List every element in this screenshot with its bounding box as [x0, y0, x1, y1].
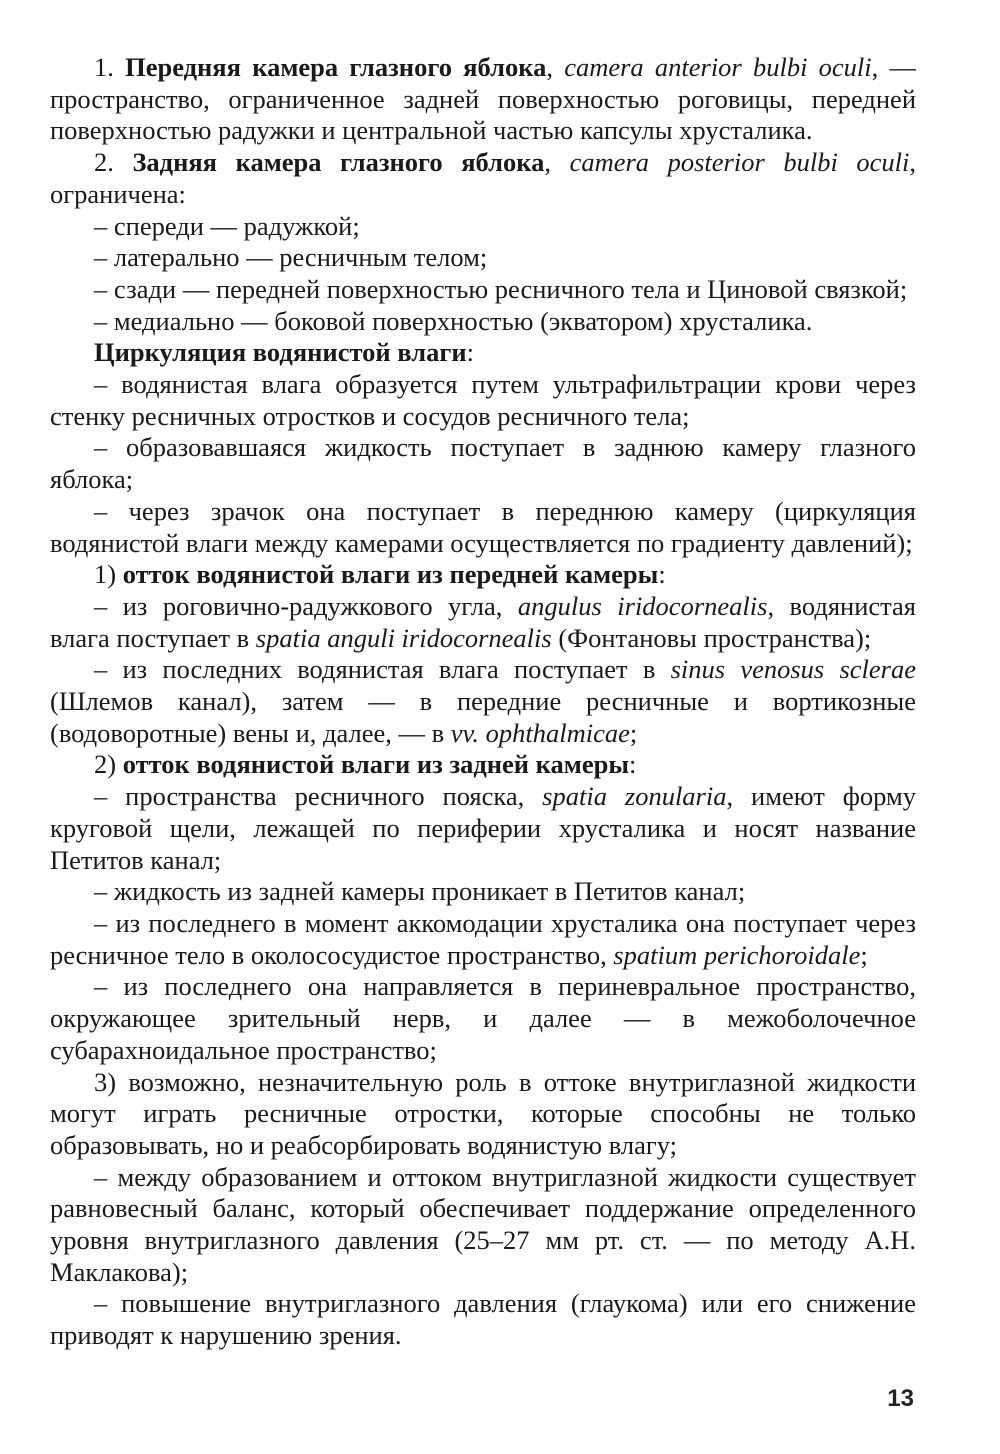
- latin-term: spatia anguli iridocornealis: [255, 622, 552, 653]
- list-item: [50, 908, 916, 971]
- latin-term: camera anterior bulbi oculi: [564, 52, 872, 82]
- list-item: – медиально — боковой поверхностью (экватором) хрусталика.: [94, 305, 813, 336]
- separator: :: [658, 559, 666, 590]
- item-number: 2.: [94, 147, 114, 178]
- paragraph-text: , водянистая влага поступает в: [50, 590, 916, 653]
- term-heading: Передняя камера глазного яблока: [125, 52, 547, 82]
- term-heading: Циркуляция водянистой влаги: [94, 337, 467, 368]
- section-heading-anterior-outflow: [50, 559, 916, 591]
- term-heading: отток водянистой влаги из передней камеры: [122, 559, 659, 590]
- latin-term: camera posterior bulbi oculi: [569, 147, 910, 178]
- paragraph-text: ;: [629, 717, 638, 748]
- item-number: 2): [94, 749, 117, 780]
- paragraph-text: – из роговично-радужкового угла,: [94, 590, 518, 621]
- list-item: – повышение внутриглазного давления (глаукома) или его снижение приводят к нарушению зрения.: [50, 1288, 916, 1351]
- list-item: – через зрачок она поступает в переднюю камеру (циркуляция водянистой влаги между камерами осуществляется по градиенту давлений);: [50, 495, 916, 558]
- paragraph-text: – пространства ресничного пояска,: [94, 781, 543, 812]
- list-item: – водянистая влага образуется путем ультрафильтрации крови через стенку ресничных отростков и сосудов ресничного тела;: [50, 369, 916, 431]
- latin-term: spatium perichoroidale: [613, 939, 861, 970]
- list-item: – из последнего она направляется в периневральное пространство, окружающее зрительный нерв, и далее — в межоболочечное субарахноидальное пространство;: [50, 971, 916, 1065]
- separator: ,: [544, 147, 570, 178]
- latin-term: spatia zonularia: [542, 781, 727, 812]
- item-number: 1): [94, 559, 117, 590]
- list-item: [50, 654, 916, 749]
- item-number: 1.: [94, 52, 114, 82]
- list-item: – образовавшаяся жидкость поступает в заднюю камеру глазного яблока;: [50, 432, 916, 495]
- section-heading-posterior-outflow: [50, 749, 916, 781]
- paragraph-text: , ограничена:: [50, 147, 916, 209]
- latin-term: vv. ophthalmicae: [450, 717, 630, 748]
- paragraph-anterior-chamber: [50, 52, 916, 147]
- list-item: – латерально — ресничным телом;: [94, 242, 488, 273]
- list-item: – сзади — передней поверхностью ресничного тела и Циновой связкой;: [94, 273, 908, 304]
- paragraph-text: (Шлемов канал), затем — в передние ресничные и вортикозные (водоворотные) вены и, далее, — в: [50, 686, 916, 748]
- paragraph-text: (Фонтановы пространства);: [551, 622, 872, 653]
- page-number: 13: [887, 1385, 914, 1412]
- list-item: – спереди — радужкой;: [94, 210, 360, 241]
- paragraph-text: – из последних водянистая влага поступает в: [94, 654, 671, 685]
- paragraph-text: – из последнего в момент аккомодации хрусталика она поступает через ресничное тело в околососудистое пространство,: [50, 907, 916, 970]
- paragraph-posterior-chamber: [50, 147, 916, 210]
- section-heading-circulation: [50, 337, 916, 369]
- list-item: – между образованием и оттоком внутриглазной жидкости существует равновесный баланс, который обеспечивает поддержание определенного уровня внутриглазного давления (25–27 мм рт. ст. — по методу А.Н. Маклакова);: [50, 1161, 916, 1287]
- list-item: [50, 781, 916, 876]
- latin-term: sinus venosus sclerae: [670, 654, 916, 685]
- list-item: 3) возможно, незначительную роль в оттоке внутриглазной жидкости могут играть ресничные отростки, которые способны не только образовывать, но и реабсорбировать водянистую влагу;: [50, 1066, 916, 1160]
- term-heading: отток водянистой влаги из задней камеры: [122, 749, 630, 780]
- list-item: – жидкость из задней камеры проникает в Петитов канал;: [94, 876, 746, 907]
- paragraph-text: , — пространство, ограниченное задней поверхностью роговицы, передней поверхностью радужки и центральной частью капсулы хрусталика.: [50, 52, 917, 146]
- paragraph-text: , имеют форму круговой щели, лежащей по периферии хрусталика и носят название Петитов канал;: [50, 781, 917, 875]
- paragraph-text: ;: [860, 939, 868, 970]
- separator: :: [466, 337, 475, 368]
- separator: ,: [546, 52, 565, 82]
- list-item: [50, 591, 916, 654]
- term-heading: Задняя камера глазного яблока: [132, 147, 545, 178]
- latin-term: angulus iridocornealis: [517, 590, 768, 621]
- separator: :: [629, 749, 637, 780]
